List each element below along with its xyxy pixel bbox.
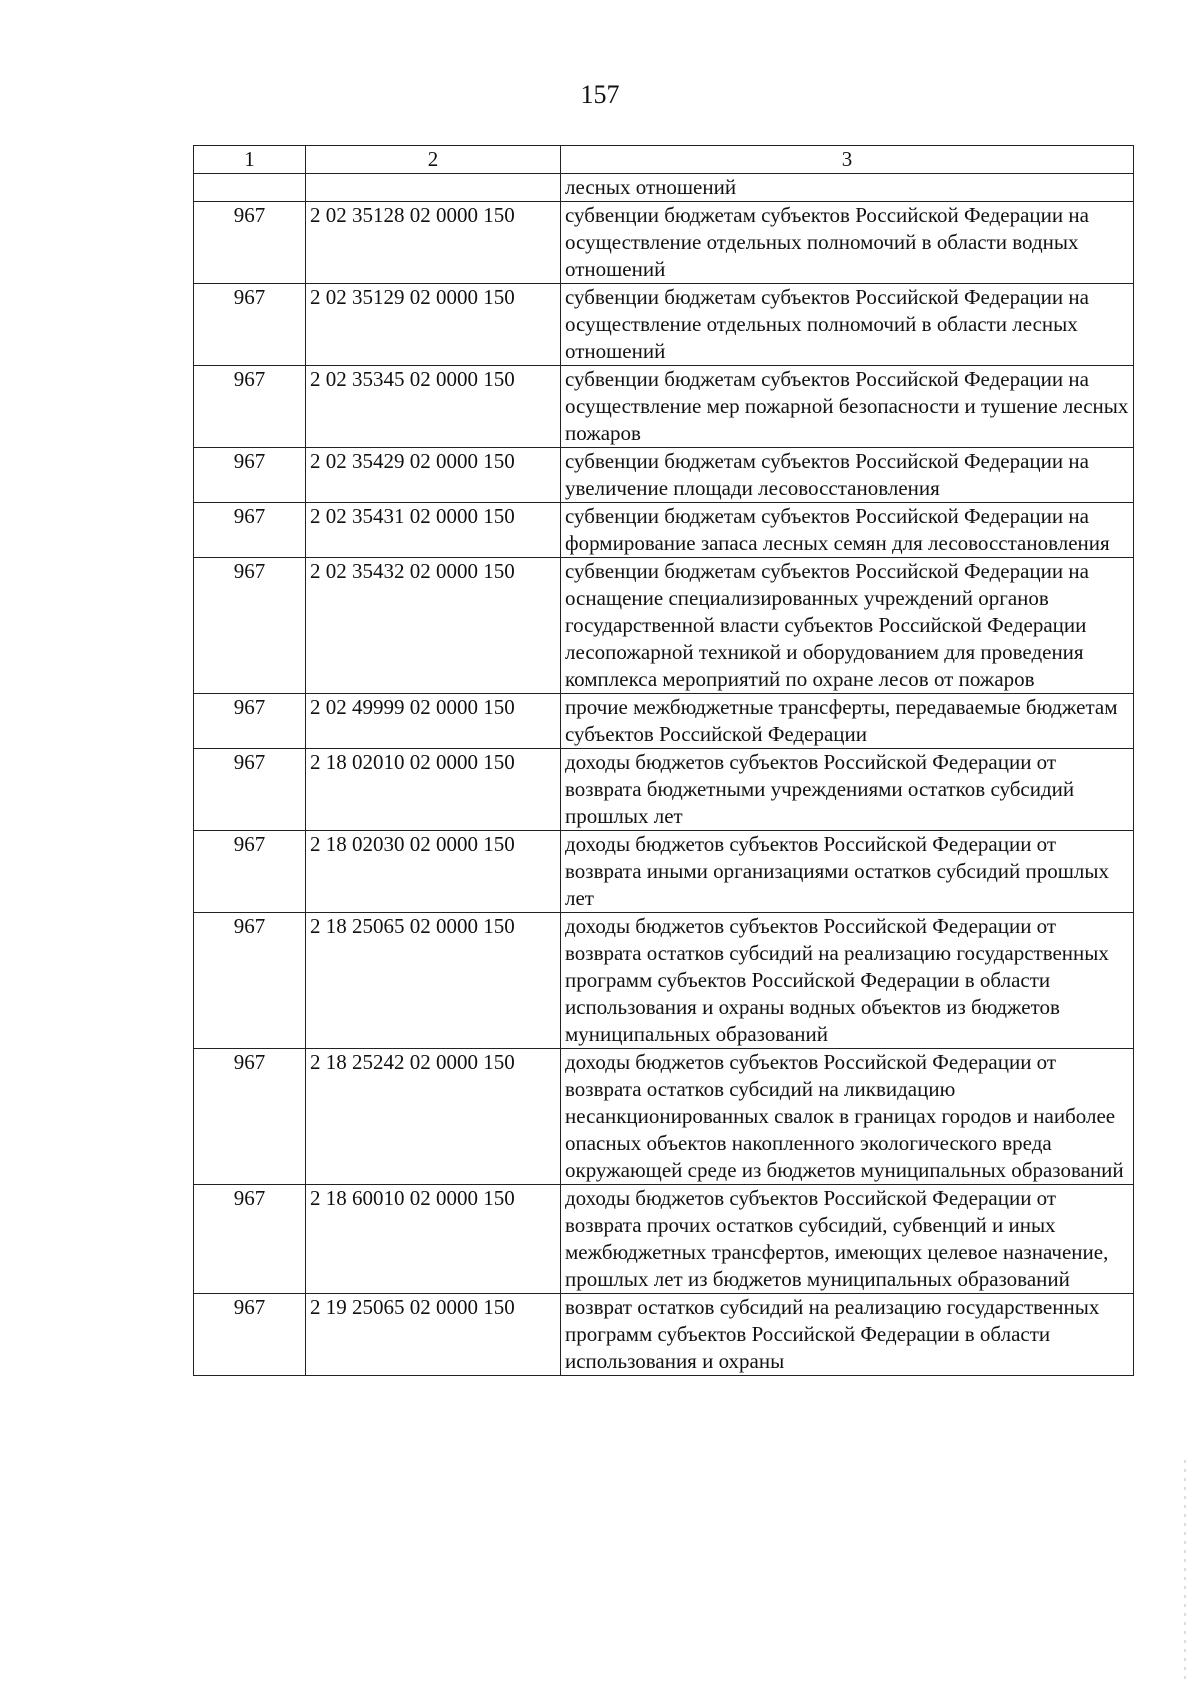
admin-code-cell: 967 — [194, 1294, 306, 1376]
admin-code-cell: 967 — [194, 1049, 306, 1185]
income-name-cell: субвенции бюджетам субъектов Российской Федерации на осуществление отдельных полномочий в области водных отношений — [561, 202, 1134, 284]
income-name-cell: прочие межбюджетные трансферты, передаваемые бюджетам субъектов Российской Федерации — [561, 694, 1134, 749]
admin-code-cell: 967 — [194, 366, 306, 448]
admin-code-cell: 967 — [194, 503, 306, 558]
admin-code-cell: 967 — [194, 913, 306, 1049]
column-header-2: 2 — [306, 146, 561, 174]
income-name-cell: доходы бюджетов субъектов Российской Федерации от возврата бюджетными учреждениями остатков субсидий прошлых лет — [561, 749, 1134, 831]
income-name-cell: доходы бюджетов субъектов Российской Федерации от возврата иными организациями остатков субсидий прошлых лет — [561, 831, 1134, 913]
income-name-cell: субвенции бюджетам субъектов Российской Федерации на осуществление отдельных полномочий в области лесных отношений — [561, 284, 1134, 366]
column-header-1: 1 — [194, 146, 306, 174]
budget-code-cell: 2 18 02030 02 0000 150 — [306, 831, 561, 913]
budget-code-cell: 2 18 60010 02 0000 150 — [306, 1185, 561, 1294]
admin-code-cell: 967 — [194, 558, 306, 694]
table-row — [194, 174, 1134, 202]
budget-code-cell: 2 18 25065 02 0000 150 — [306, 913, 561, 1049]
income-name-cell: доходы бюджетов субъектов Российской Федерации от возврата прочих остатков субсидий, субвенций и иных межбюджетных трансфертов, имеющих целевое назначение, прошлых лет из бюджетов муниципальных образований — [561, 1185, 1134, 1294]
table-row — [194, 1185, 1134, 1294]
budget-code-cell: 2 02 49999 02 0000 150 — [306, 694, 561, 749]
budget-classification-table — [193, 145, 1134, 1376]
admin-code-cell — [194, 174, 306, 202]
income-name-cell: доходы бюджетов субъектов Российской Федерации от возврата остатков субсидий на ликвидацию несанкционированных свалок в границах городов и наиболее опасных объектов накопленного экологического вреда окружающей среде из бюджетов муниципальных образований — [561, 1049, 1134, 1185]
income-name-cell: доходы бюджетов субъектов Российской Федерации от возврата остатков субсидий на реализацию государственных программ субъектов Российской Федерации в области использования и охраны водных объектов из бюджетов муниципальных образований — [561, 913, 1134, 1049]
table-row — [194, 284, 1134, 366]
admin-code-cell: 967 — [194, 202, 306, 284]
budget-code-cell — [306, 174, 561, 202]
table-row — [194, 749, 1134, 831]
budget-code-cell: 2 02 35128 02 0000 150 — [306, 202, 561, 284]
budget-code-cell: 2 18 25242 02 0000 150 — [306, 1049, 561, 1185]
income-name-cell: возврат остатков субсидий на реализацию государственных программ субъектов Российской Федерации в области использования и охраны — [561, 1294, 1134, 1376]
income-name-cell: субвенции бюджетам субъектов Российской Федерации на формирование запаса лесных семян для лесовосстановления — [561, 503, 1134, 558]
budget-code-cell: 2 18 02010 02 0000 150 — [306, 749, 561, 831]
table-row — [194, 913, 1134, 1049]
table-row — [194, 202, 1134, 284]
admin-code-cell: 967 — [194, 694, 306, 749]
table-row — [194, 366, 1134, 448]
budget-code-cell: 2 02 35429 02 0000 150 — [306, 448, 561, 503]
income-name-cell: субвенции бюджетам субъектов Российской Федерации на увеличение площади лесовосстановления — [561, 448, 1134, 503]
admin-code-cell: 967 — [194, 749, 306, 831]
budget-code-cell: 2 02 35432 02 0000 150 — [306, 558, 561, 694]
budget-code-cell: 2 19 25065 02 0000 150 — [306, 1294, 561, 1376]
income-name-cell: субвенции бюджетам субъектов Российской Федерации на оснащение специализированных учреждений органов государственной власти субъектов Российской Федерации лесопожарной техникой и оборудованием для проведения комплекса мероприятий по охране лесов от пожаров — [561, 558, 1134, 694]
table-header-row — [194, 146, 1134, 174]
table-row — [194, 448, 1134, 503]
table-row — [194, 1049, 1134, 1185]
table-row — [194, 694, 1134, 749]
income-name-cell: субвенции бюджетам субъектов Российской Федерации на осуществление мер пожарной безопасности и тушение лесных пожаров — [561, 366, 1134, 448]
column-header-3: 3 — [561, 146, 1134, 174]
budget-code-cell: 2 02 35129 02 0000 150 — [306, 284, 561, 366]
budget-code-cell: 2 02 35431 02 0000 150 — [306, 503, 561, 558]
admin-code-cell: 967 — [194, 1185, 306, 1294]
admin-code-cell: 967 — [194, 831, 306, 913]
table-row — [194, 831, 1134, 913]
admin-code-cell: 967 — [194, 284, 306, 366]
income-name-cell: лесных отношений — [561, 174, 1134, 202]
table-row — [194, 558, 1134, 694]
table-row — [194, 1294, 1134, 1376]
scan-edge-mark — [1184, 1460, 1186, 1680]
table-row — [194, 503, 1134, 558]
budget-code-cell: 2 02 35345 02 0000 150 — [306, 366, 561, 448]
admin-code-cell: 967 — [194, 448, 306, 503]
page-number: 157 — [580, 80, 620, 109]
